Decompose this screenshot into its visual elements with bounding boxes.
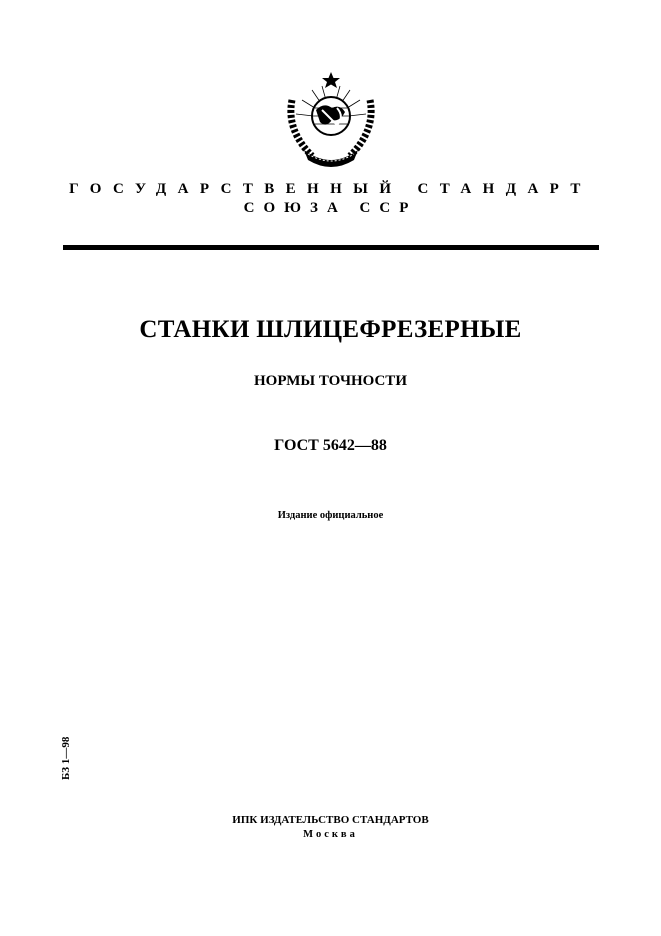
publisher-city: Москва <box>303 829 358 840</box>
document-title: СТАНКИ ШЛИЦЕФРЕЗЕРНЫЕ <box>139 316 522 343</box>
document-subtitle: НОРМЫ ТОЧНОСТИ <box>254 373 407 389</box>
ussr-coat-of-arms-emblem <box>282 70 380 170</box>
standard-designation: ГОСТ 5642—88 <box>274 437 387 454</box>
edition-note: Издание официальное <box>277 510 384 521</box>
star-icon <box>322 72 340 88</box>
state-standard-heading: ГОСУДАРСТВЕННЫЙ СТАНДАРТ <box>69 181 592 197</box>
side-code: БЗ 1—98 <box>60 736 72 780</box>
ussr-heading: СОЮЗА ССР <box>243 200 418 216</box>
publisher-name: ИПК ИЗДАТЕЛЬСТВО СТАНДАРТОВ <box>232 814 429 826</box>
header-divider <box>63 245 599 250</box>
